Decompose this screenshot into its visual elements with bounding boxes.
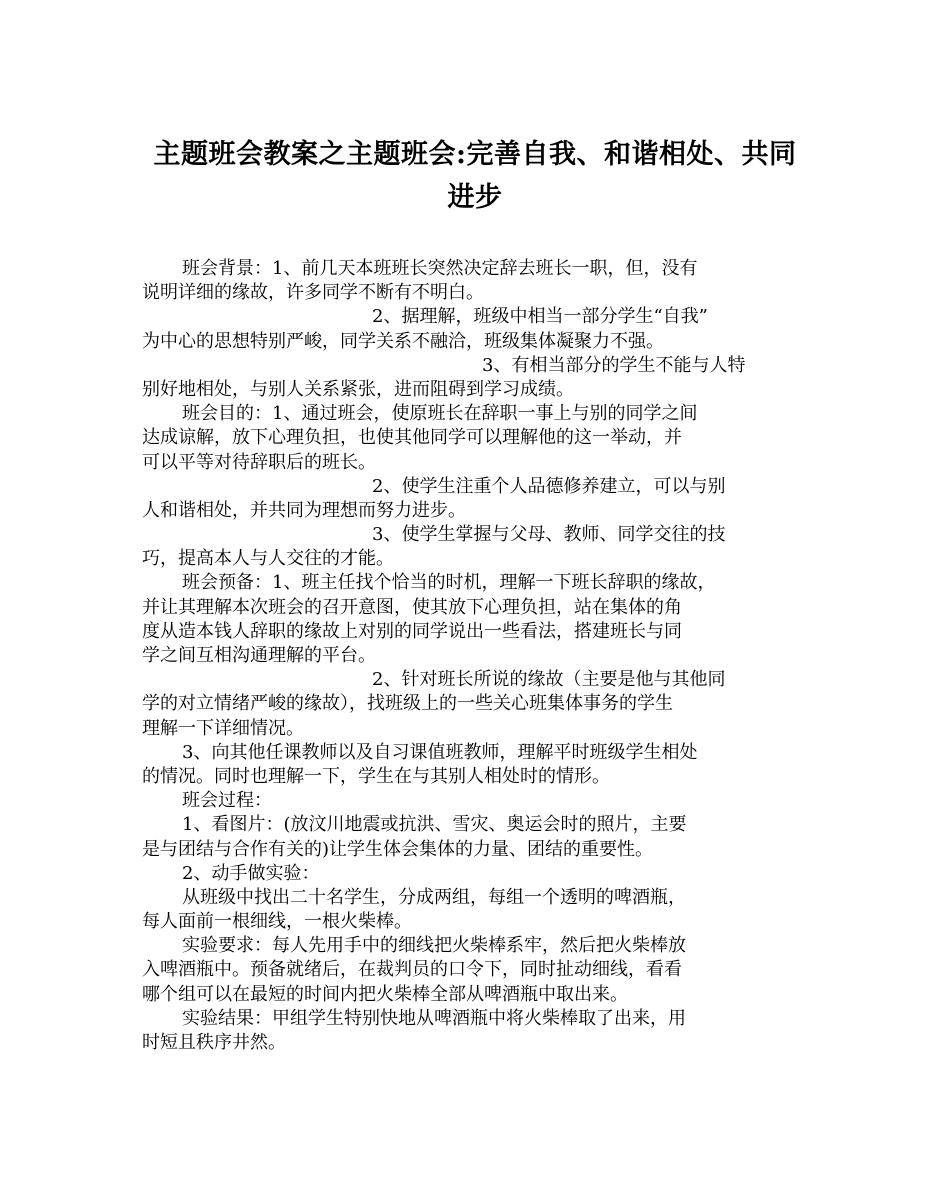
paragraph-line: 入啤酒瓶中。预备就绪后，在裁判员的口令下，同时扯动细线，看看 [142,959,682,981]
paragraph-line: 2、据理解，班级中相当一部分学生“自我” [372,306,708,328]
paragraph-line: 2、使学生注重个人品德修养建立，可以与别 [372,475,726,497]
paragraph-line: 实验要求：每人先用手中的细线把火柴棒系牢，然后把火柴棒放 [182,935,686,957]
paragraph-line: 的情况。同时也理解一下，学生在与其别人相处时的情形。 [142,765,610,787]
paragraph-line: 学的对立情绪严峻的缘故），找班级上的一些关心班集体事务的学生 [142,693,673,715]
title-line-1: 主题班会教案之主题班会:完善自我、和谐相处、共同 [153,139,797,170]
paragraph-line: 理解一下详细情况。 [142,717,304,739]
paragraph-line: 1、看图片：(放汶川地震或抗洪、雪灾、奥运会时的照片，主要 [182,814,687,836]
paragraph-line: 班会预备：1、班主任找个恰当的时机，理解一下班长辞职的缘故， [182,572,716,594]
title-line-2: 进步 [447,182,503,213]
document-title [140,133,810,219]
paragraph-line: 每人面前一根细线，一根火柴棒。 [142,911,412,933]
paragraph-line: 3、有相当部分的学生不能与人特 [482,354,746,376]
paragraph-line: 3、使学生掌握与父母、教师、同学交往的技 [372,524,726,546]
document-body [142,257,812,1055]
paragraph-line: 达成谅解，放下心理负担，也使其他同学可以理解他的这一举动，并 [142,427,682,449]
paragraph-line: 班会过程： [182,790,272,812]
paragraph-line: 班会目的：1、通过班会，使原班长在辞职一事上与别的同学之间 [182,403,698,425]
paragraph-line: 从班级中找出二十名学生，分成两组，每组一个透明的啤酒瓶， [182,886,686,908]
paragraph-line: 2、针对班长所说的缘故（主要是他与其他同 [372,669,726,691]
paragraph-line: 是与团结与合作有关的)让学生体会集体的力量、团结的重要性。 [142,838,654,860]
paragraph-line: 2、动手做实验： [182,862,320,884]
paragraph-line: 3、向其他任课教师以及自习课值班教师，理解平时班级学生相处 [182,741,698,763]
paragraph-line: 班会背景：1、前几天本班班长突然决定辞去班长一职，但，没有 [182,258,698,279]
paragraph-line: 可以平等对待辞职后的班长。 [142,451,376,473]
paragraph-line: 人和谐相处，并共同为理想而努力进步。 [142,499,466,521]
paragraph-line: 为中心的思想特别严峻，同学关系不融洽，班级集体凝聚力不强。 [142,330,664,352]
paragraph-line: 说明详细的缘故，许多同学不断有不明白。 [142,282,484,304]
paragraph-line: 实验结果：甲组学生特别快地从啤酒瓶中将火柴棒取了出来，用 [182,1007,686,1029]
paragraph-line: 别好地相处，与别人关系紧张，进而阻碍到学习成绩。 [142,378,574,400]
paragraph-line: 学之间互相沟通理解的平台。 [142,645,376,666]
paragraph-line: 并让其理解本次班会的召开意图，使其放下心理负担，站在集体的角 [142,596,682,618]
paragraph-line: 时短且秩序井然。 [142,1032,286,1053]
paragraph-line: 巧，提高本人与人交往的才能。 [142,548,394,570]
paragraph-line: 度从造本钱人辞职的缘故上对别的同学说出一些看法，搭建班长与同 [142,620,682,642]
paragraph-line: 哪个组可以在最短的时间内把火柴棒全部从啤酒瓶中取出来。 [142,983,628,1005]
